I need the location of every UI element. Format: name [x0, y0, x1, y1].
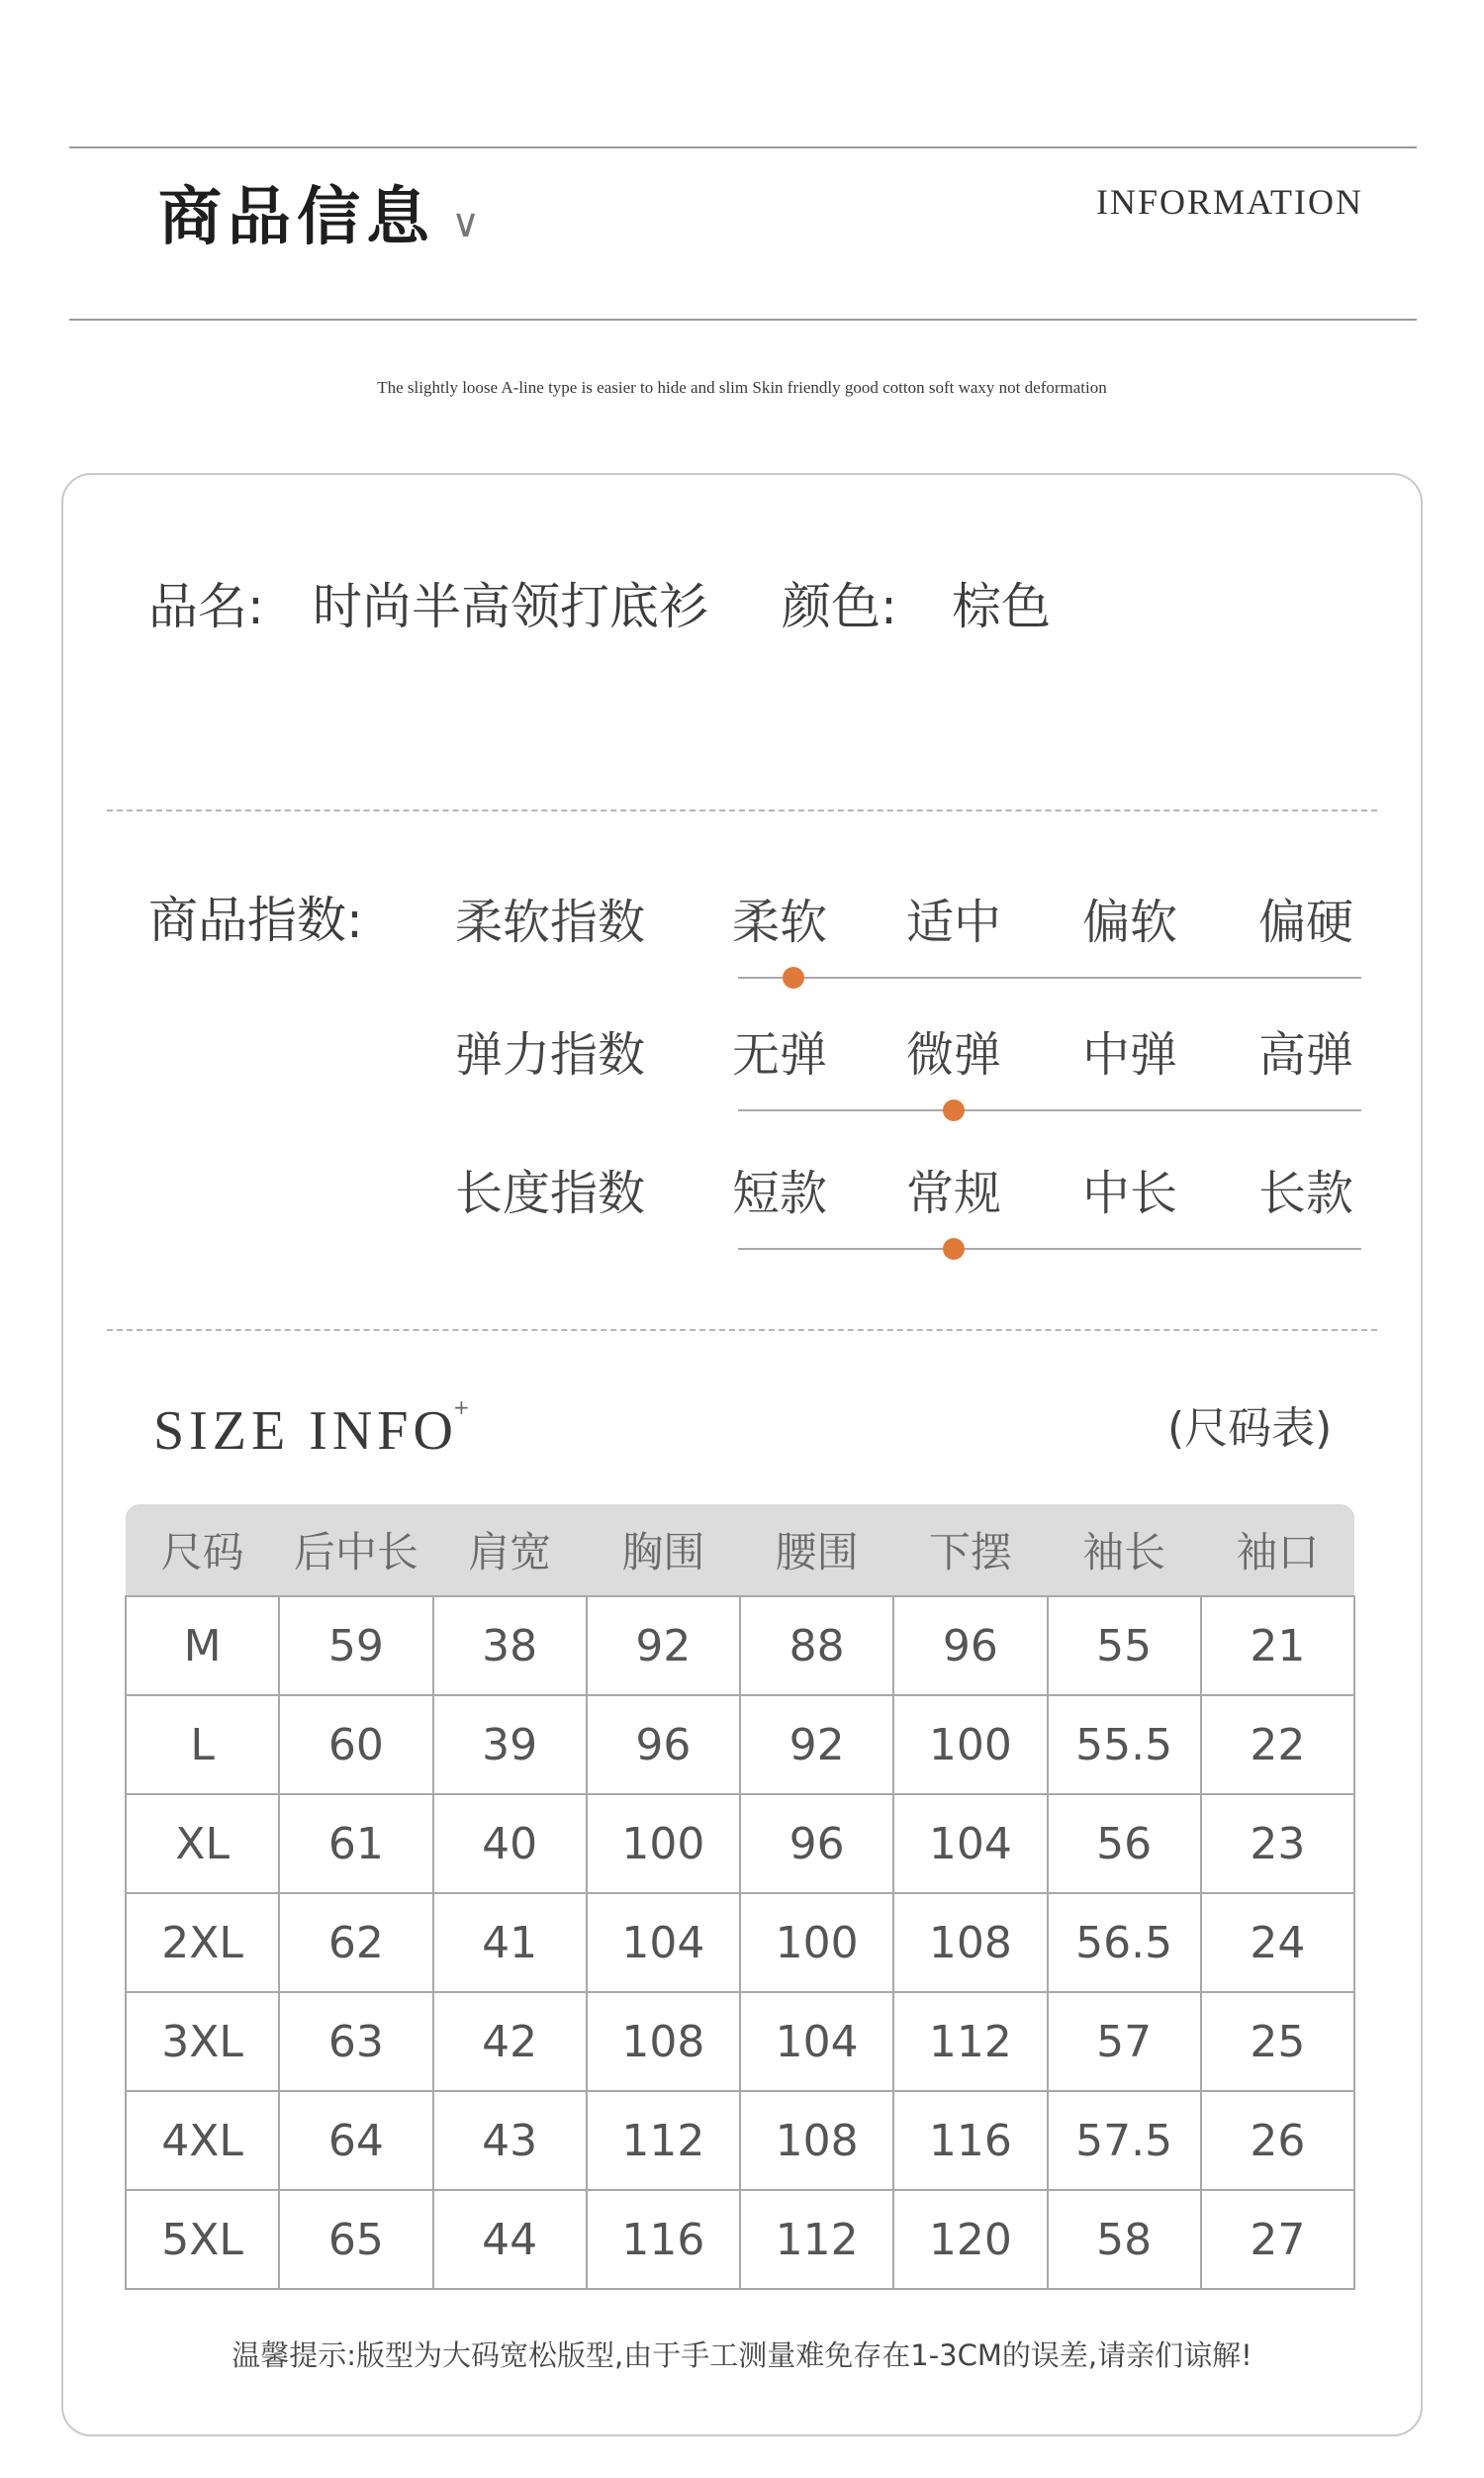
size-value-cell: 38 [433, 1596, 587, 1695]
size-value-cell: 108 [893, 1893, 1047, 1992]
size-table-header [126, 1504, 1354, 1596]
index-option: 微弹 [905, 1027, 1001, 1083]
size-label-cell: 3XL [126, 1992, 279, 2091]
index-option: 中弹 [1081, 1027, 1177, 1083]
size-label-cell: 2XL [126, 1893, 279, 1992]
size-label-cell: 5XL [126, 2190, 279, 2289]
subtitle: The slightly loose A-line type is easier to hide and slim Skin friendly good cotton soft waxy not deformation [377, 378, 1107, 397]
size-value-cell: 100 [740, 1893, 893, 1992]
size-value-cell: 92 [740, 1695, 893, 1794]
size-value-cell: 42 [433, 1992, 587, 2091]
page-title: 商品信息 [158, 180, 435, 254]
size-value-cell: 112 [893, 1992, 1047, 2091]
index-option: 长款 [1257, 1166, 1353, 1221]
size-table-header-cell: 下摆 [893, 1504, 1047, 1596]
size-table [125, 1504, 1355, 2290]
index-option: 常规 [905, 1166, 1001, 1221]
index-label: 长度指数 [455, 1166, 646, 1221]
size-value-cell: 61 [279, 1794, 432, 1893]
size-value-cell: 21 [1201, 1596, 1354, 1695]
table-row [126, 1893, 1354, 1992]
size-value-cell: 104 [893, 1794, 1047, 1893]
product-color-value: 棕色 [952, 578, 1051, 635]
size-value-cell: 55.5 [1048, 1695, 1201, 1794]
size-value-cell: 100 [893, 1695, 1047, 1794]
size-table-header-cell: 胸围 [587, 1504, 740, 1596]
size-value-cell: 41 [433, 1893, 587, 1992]
size-label-cell: L [126, 1695, 279, 1794]
size-label-cell: 4XL [126, 2091, 279, 2190]
size-value-cell: 22 [1201, 1695, 1354, 1794]
size-value-cell: 112 [740, 2190, 893, 2289]
size-value-cell: 88 [740, 1596, 893, 1695]
size-table-header-cell: 尺码 [126, 1504, 279, 1596]
size-value-cell: 64 [279, 2091, 432, 2190]
size-tip: 温馨提示:版型为大码宽松版型,由于手工测量难免存在1-3CM的误差,请亲们谅解! [232, 2338, 1252, 2372]
header-divider [69, 319, 1417, 321]
size-value-cell: 104 [587, 1893, 740, 1992]
page-title-en: INFORMATION [1096, 182, 1364, 222]
index-track [738, 1109, 1361, 1111]
size-value-cell: 108 [587, 1992, 740, 2091]
size-value-cell: 96 [740, 1794, 893, 1893]
table-row [126, 2091, 1354, 2190]
dashed-divider [107, 1329, 1377, 1331]
table-row [126, 1992, 1354, 2091]
size-value-cell: 112 [587, 2091, 740, 2190]
size-value-cell: 23 [1201, 1794, 1354, 1893]
index-track [738, 977, 1361, 979]
index-option: 高弹 [1257, 1027, 1353, 1083]
size-label-cell: M [126, 1596, 279, 1695]
size-value-cell: 57.5 [1048, 2091, 1201, 2190]
size-value-cell: 58 [1048, 2190, 1201, 2289]
index-label: 弹力指数 [455, 1027, 646, 1083]
size-value-cell: 25 [1201, 1992, 1354, 2091]
size-value-cell: 100 [587, 1794, 740, 1893]
size-value-cell: 27 [1201, 2190, 1354, 2289]
product-name-value: 时尚半高领打底衫 [313, 578, 708, 635]
index-option: 无弹 [731, 1027, 827, 1083]
product-name-label: 品名: [148, 578, 264, 635]
size-value-cell: 108 [740, 2091, 893, 2190]
size-value-cell: 96 [893, 1596, 1047, 1695]
index-marker-dot [943, 1238, 965, 1260]
size-label-cell: XL [126, 1794, 279, 1893]
size-value-cell: 26 [1201, 2091, 1354, 2190]
index-option: 适中 [905, 895, 1001, 950]
dashed-divider [107, 810, 1377, 811]
size-value-cell: 44 [433, 2190, 587, 2289]
table-row [126, 1794, 1354, 1893]
index-marker-dot [783, 967, 804, 989]
index-option: 偏硬 [1257, 895, 1353, 950]
size-value-cell: 57 [1048, 1992, 1201, 2091]
index-option: 中长 [1081, 1166, 1177, 1221]
index-title: 商品指数: [148, 892, 363, 949]
index-option: 短款 [731, 1166, 827, 1221]
table-row [126, 2190, 1354, 2289]
index-option: 偏软 [1081, 895, 1177, 950]
size-value-cell: 120 [893, 2190, 1047, 2289]
size-table-header-cell: 袖长 [1048, 1504, 1201, 1596]
size-info-title-cn: (尺码表) [1167, 1403, 1333, 1454]
size-value-cell: 92 [587, 1596, 740, 1695]
index-track [738, 1248, 1361, 1250]
size-value-cell: 56.5 [1048, 1893, 1201, 1992]
table-row [126, 1596, 1354, 1695]
size-value-cell: 62 [279, 1893, 432, 1992]
size-value-cell: 55 [1048, 1596, 1201, 1695]
product-color-label: 颜色: [782, 578, 897, 635]
size-value-cell: 63 [279, 1992, 432, 2091]
size-value-cell: 116 [587, 2190, 740, 2289]
size-value-cell: 56 [1048, 1794, 1201, 1893]
size-value-cell: 60 [279, 1695, 432, 1794]
size-info-title: SIZE INFO [153, 1400, 458, 1462]
size-value-cell: 40 [433, 1794, 587, 1893]
size-value-cell: 59 [279, 1596, 432, 1695]
size-value-cell: 24 [1201, 1893, 1354, 1992]
size-value-cell: 43 [433, 2091, 587, 2190]
size-value-cell: 104 [740, 1992, 893, 2091]
size-value-cell: 65 [279, 2190, 432, 2289]
size-table-header-cell: 袖口 [1201, 1504, 1354, 1596]
size-info-sup: + [453, 1395, 470, 1419]
size-value-cell: 96 [587, 1695, 740, 1794]
index-marker-dot [943, 1099, 965, 1121]
table-row [126, 1695, 1354, 1794]
index-option: 柔软 [731, 895, 827, 950]
size-table-header-cell: 腰围 [740, 1504, 893, 1596]
index-label: 柔软指数 [455, 895, 646, 950]
top-divider [69, 146, 1417, 148]
size-table-header-cell: 肩宽 [433, 1504, 587, 1596]
size-value-cell: 116 [893, 2091, 1047, 2190]
size-value-cell: 39 [433, 1695, 587, 1794]
size-table-header-cell: 后中长 [279, 1504, 432, 1596]
chevron-down-icon: ∨ [451, 201, 481, 246]
